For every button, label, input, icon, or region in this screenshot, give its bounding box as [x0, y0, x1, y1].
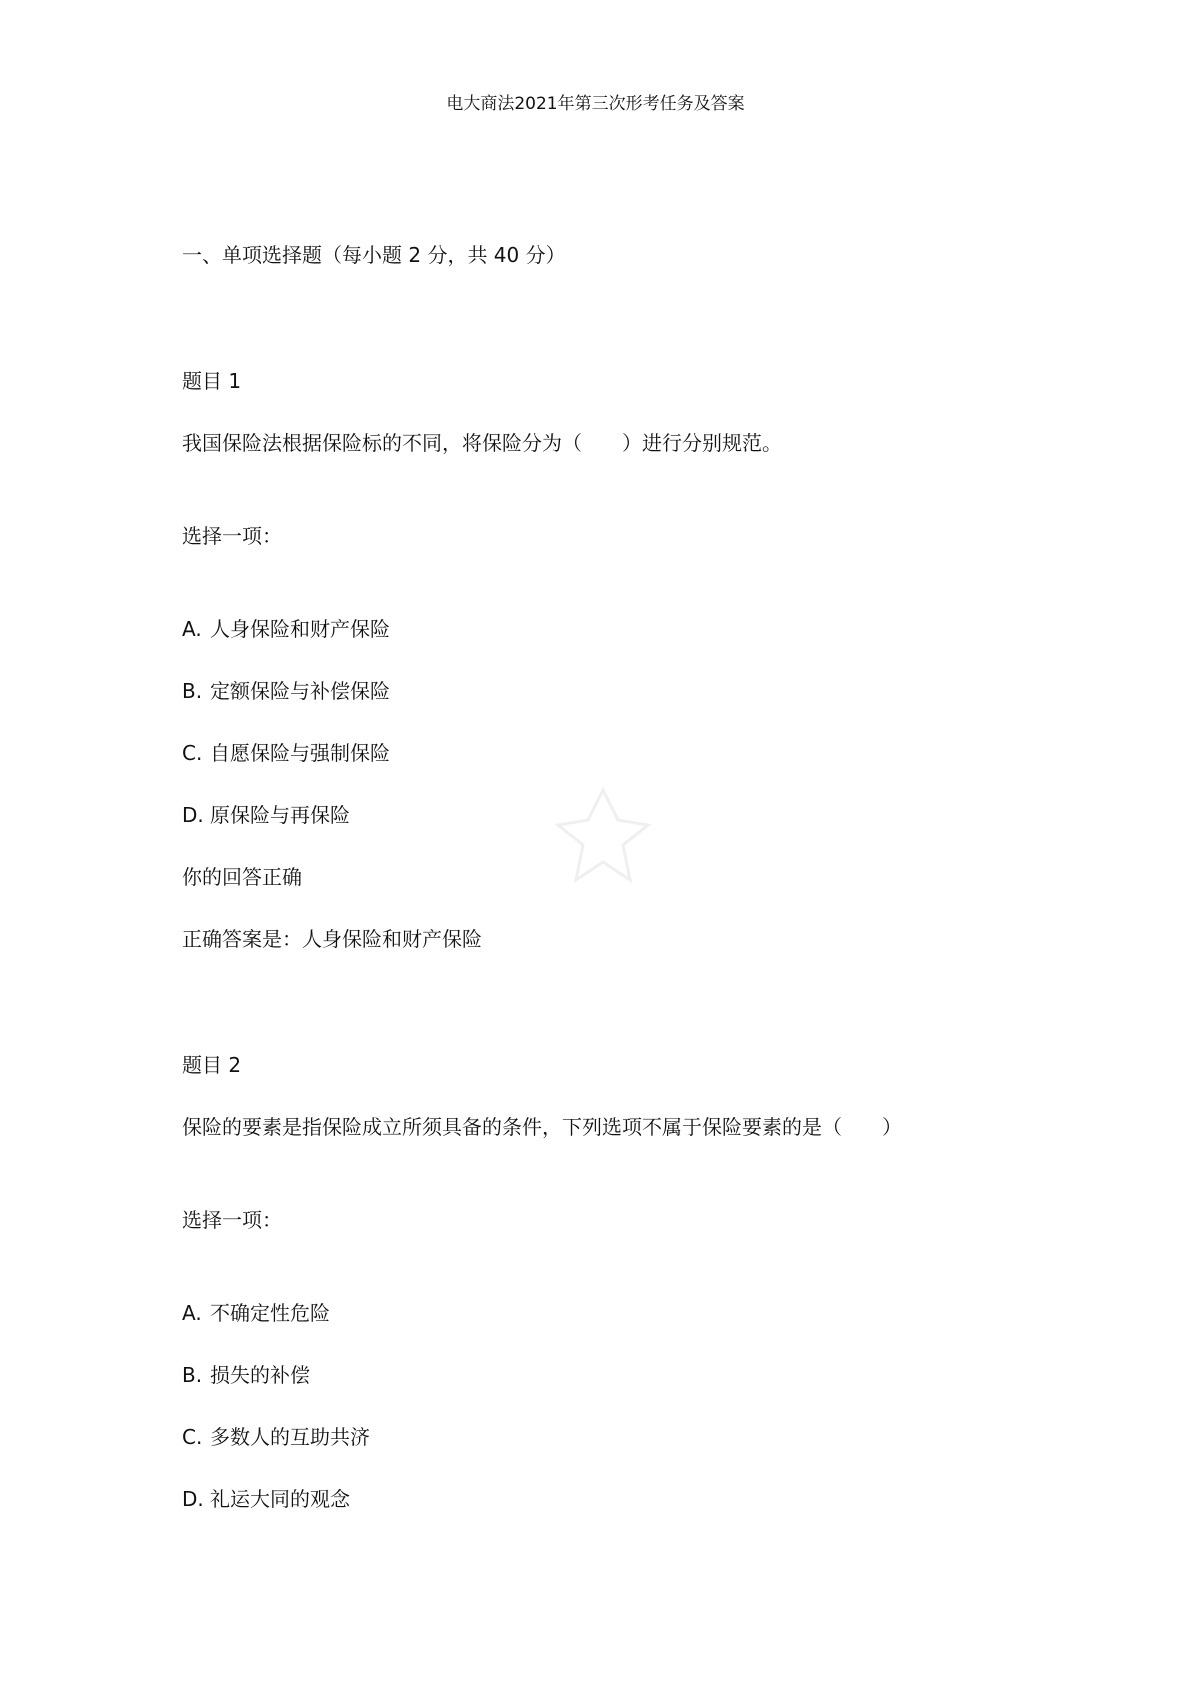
question-1-option-d — [182, 802, 350, 828]
question-2-label: 题目 2 — [182, 1053, 242, 1077]
question-2-option-d — [182, 1486, 350, 1512]
option-letter: B. — [182, 1363, 203, 1387]
question-2-option-a — [182, 1300, 330, 1326]
question-1-stem: 我国保险法根据保险标的不同，将保险分为（ ）进行分别规范。 — [182, 431, 782, 455]
question-1-prompt: 选择一项： — [182, 524, 282, 548]
question-2-prompt: 选择一项： — [182, 1208, 282, 1232]
question-1-option-c — [182, 740, 390, 766]
option-text: 多数人的互助共济 — [210, 1425, 370, 1449]
question-2-option-b — [182, 1362, 310, 1388]
option-letter: D. — [182, 803, 204, 827]
option-text: 原保险与再保险 — [210, 803, 350, 827]
watermark-icon — [548, 780, 658, 900]
option-text: 损失的补偿 — [210, 1363, 310, 1387]
section-heading: 一、单项选择题（每小题 2 分，共 40 分） — [182, 243, 566, 267]
question-1-label: 题目 1 — [182, 369, 242, 393]
option-letter: A. — [182, 617, 202, 641]
option-text: 定额保险与补偿保险 — [210, 679, 390, 703]
question-1-answer: 正确答案是：人身保险和财产保险 — [182, 927, 482, 951]
document-title: 电大商法2021年第三次形考任务及答案 — [446, 94, 745, 114]
question-2-stem: 保险的要素是指保险成立所须具备的条件，下列选项不属于保险要素的是（ ） — [182, 1115, 902, 1139]
option-letter: C. — [182, 741, 203, 765]
option-text: 人身保险和财产保险 — [210, 617, 390, 641]
option-text: 礼运大同的观念 — [210, 1487, 350, 1511]
question-1-option-a — [182, 616, 390, 642]
option-letter: C. — [182, 1425, 203, 1449]
question-2-option-c — [182, 1424, 370, 1450]
option-text: 不确定性危险 — [210, 1301, 330, 1325]
option-letter: B. — [182, 679, 203, 703]
option-letter: A. — [182, 1301, 202, 1325]
option-text: 自愿保险与强制保险 — [210, 741, 390, 765]
question-1-feedback: 你的回答正确 — [182, 865, 302, 889]
option-letter: D. — [182, 1487, 204, 1511]
question-1-option-b — [182, 678, 390, 704]
